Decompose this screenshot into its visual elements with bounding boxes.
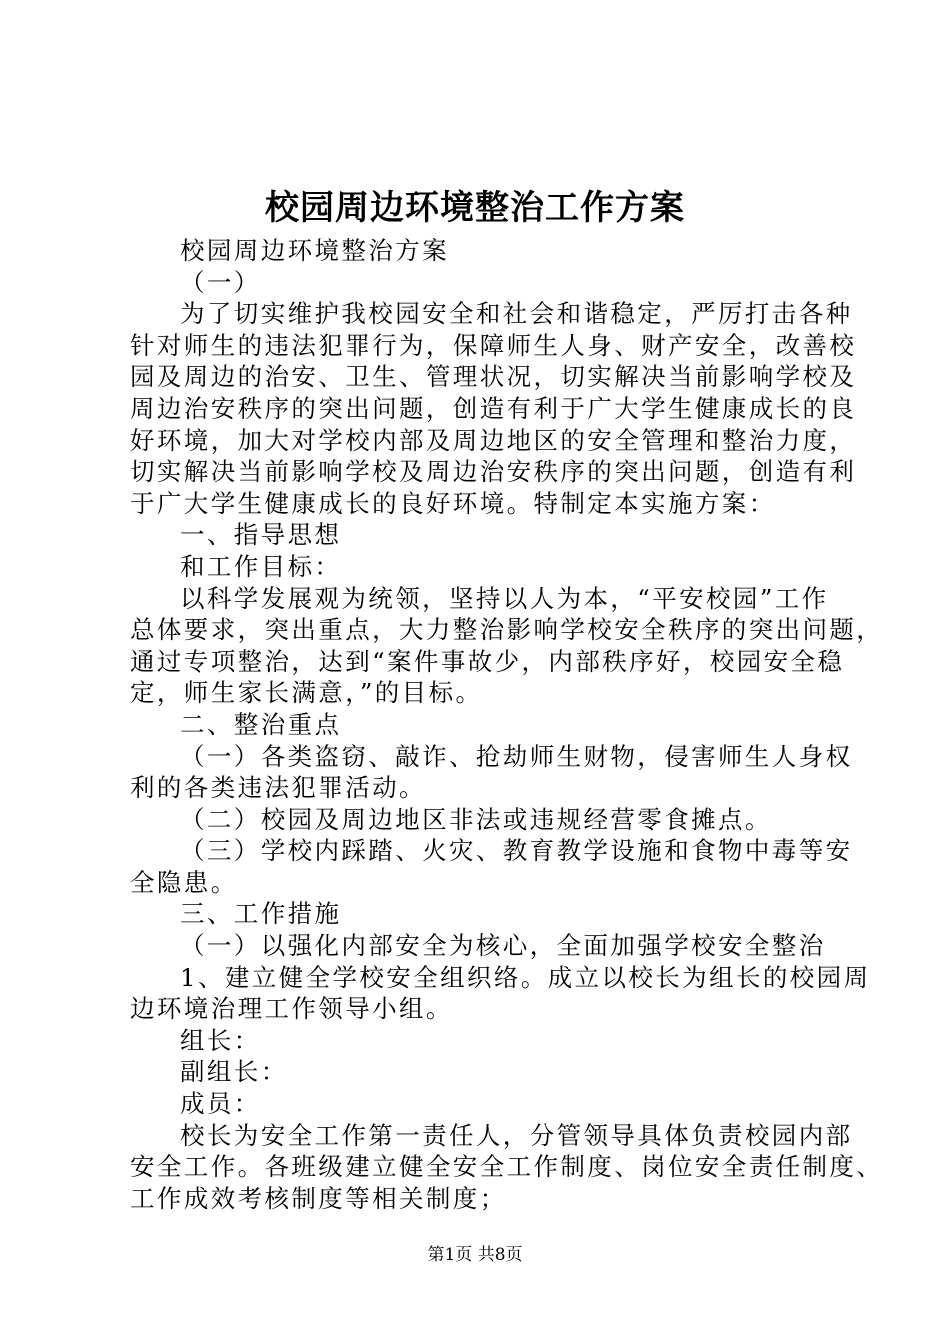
paragraph-line: 1、建立健全学校安全组织络。成立以校长为组长的校园周	[180, 962, 871, 992]
paragraph-line: 为了切实维护我校园安全和社会和谐稳定，严厉打击各种	[180, 299, 853, 329]
heading-line: 二、整治重点	[180, 709, 342, 739]
document-title: 校园周边环境整治工作方案	[265, 188, 685, 228]
paragraph-line: 通过专项整治，达到“案件事故少，内部秩序好，校园安全稳	[130, 646, 845, 676]
page-footer: 第1页 共8页	[427, 1245, 523, 1265]
document-body	[130, 235, 884, 1214]
paragraph-line: 针对师生的违法犯罪行为，保障师生人身、财产安全，改善校	[130, 330, 857, 360]
paragraph-line: 周边治安秩序的突出问题，创造有利于广大学生健康成长的良	[130, 393, 857, 423]
paragraph-line: （一）各类盗窃、敲诈、抢劫师生财物，侵害师生人身权	[180, 741, 853, 771]
paragraph-line: （二）校园及周边地区非法或违规经营零食摊点。	[180, 804, 772, 834]
paragraph-line: 利的各类违法犯罪活动。	[130, 773, 426, 803]
paragraph-line: 切实解决当前影响学校及周边治安秩序的突出问题，创造有利	[130, 457, 857, 487]
paragraph-line: 以科学发展观为统领，坚持以人为本，“平安校园”工作	[180, 583, 829, 613]
paragraph-line: 好环境，加大对学校内部及周边地区的安全管理和整治力度，	[130, 425, 857, 455]
paragraph-line: 安全工作。各班级建立健全安全工作制度、岗位安全责任制度、	[130, 1152, 884, 1182]
paragraph-line: 组长：	[180, 1025, 261, 1055]
paragraph-line: 副组长：	[180, 1057, 288, 1087]
paragraph-line: 总体要求，突出重点，大力整治影响学校安全秩序的突出问题，	[130, 615, 884, 645]
paragraph-line: 校长为安全工作第一责任人，分管领导具体负责校园内部	[180, 1120, 853, 1150]
paragraph-line: （一）以强化内部安全为核心，全面加强学校安全整治	[180, 931, 826, 961]
paragraph-line: 工作成效考核制度等相关制度；	[130, 1183, 507, 1213]
paragraph-line: 成员：	[180, 1089, 261, 1119]
paragraph-line: 定，师生家长满意，”的目标。	[130, 678, 483, 708]
section-marker-line: （一）	[180, 267, 261, 297]
paragraph-line: 园及周边的治安、卫生、管理状况，切实解决当前影响学校及	[130, 362, 857, 392]
paragraph-line: 边环境治理工作领导小组。	[130, 994, 453, 1024]
paragraph-line: 全隐患。	[130, 867, 238, 897]
subtitle-line: 校园周边环境整治方案	[180, 236, 449, 265]
heading-line: 一、指导思想	[180, 520, 342, 550]
paragraph-line: 于广大学生健康成长的良好环境。特制定本实施方案：	[130, 488, 776, 518]
paragraph-line: （三）学校内踩踏、火灾、教育教学设施和食物中毒等安	[180, 836, 853, 866]
heading-line: 三、工作措施	[180, 899, 342, 929]
heading-line: 和工作目标：	[180, 551, 342, 581]
